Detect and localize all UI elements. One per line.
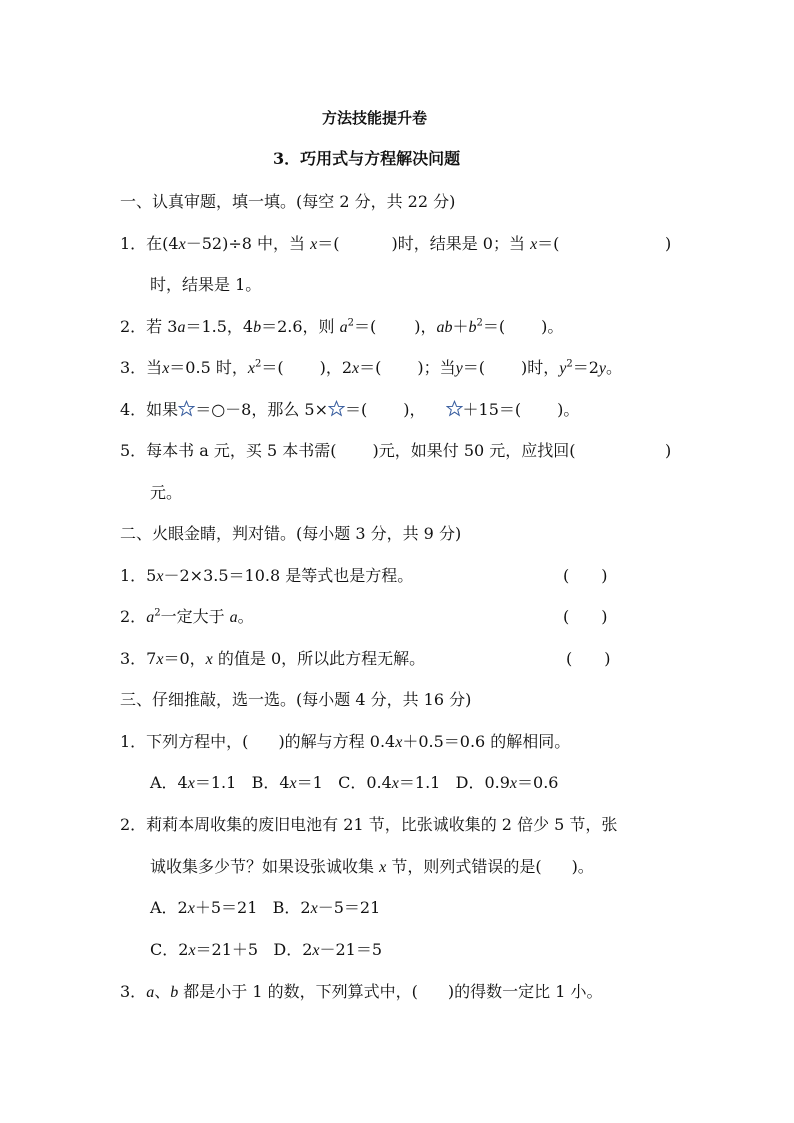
s1-q1-close-paren: ) <box>665 234 672 253</box>
judge-paren[interactable]: ( ) <box>563 566 608 585</box>
s1-q5-line2: 元。 <box>150 483 183 502</box>
s3-q1-options <box>150 773 558 794</box>
s3-q2-line2: 诚收集多少节？如果设张诚收集 x 节，则列式错误的是( )。 <box>150 857 594 876</box>
s3-q2-line1: 2．莉莉本周收集的废旧电池有 21 节，比张诚收集的 2 倍少 5 节，张 <box>120 815 618 834</box>
judge-paren[interactable]: ( ) <box>563 607 608 626</box>
option-b[interactable]: B．2x－5＝21 <box>272 898 381 917</box>
s2-q3: 3．7x＝0，x 的值是 0，所以此方程无解。 <box>120 649 426 668</box>
section-3-heading: 三、仔细推敲，选一选。(每小题 4 分，共 16 分) <box>120 690 472 709</box>
s1-q4: 4．如果 ＝○－8，那么 5× ＝( )， ＋15＝( )。 <box>120 400 580 419</box>
judge-paren[interactable]: ( ) <box>566 649 611 668</box>
s1-q1-line1: 1．在(4x－52)÷8 中，当 x＝( )时，结果是 0；当 x＝( <box>120 234 560 253</box>
star-icon <box>446 400 463 417</box>
s2-q2: 2．$a^2$一定大于 a。 <box>120 607 254 626</box>
s1-q2: 2．若 3a＝1.5，4b＝2.6，则 $a^2=$( )，$ab+b^2=$( )。 <box>120 317 564 336</box>
option-d[interactable]: D．2x－21＝5 <box>273 940 383 959</box>
section-2-heading: 二、火眼金睛，判对错。(每小题 3 分，共 9 分) <box>120 524 462 543</box>
s3-q3: 3．a、b 都是小于 1 的数，下列算式中，( )的得数一定比 1 小。 <box>120 982 603 1001</box>
option-d[interactable]: D．0.9x＝0.6 <box>455 773 559 792</box>
option-a[interactable]: A．4x＝1.1 <box>150 773 237 792</box>
section-1-heading: 一、认真审题，填一填。(每空 2 分，共 22 分) <box>120 192 456 211</box>
s3-q1: 1．下列方程中，( )的解与方程 0.4x＋0.5＝0.6 的解相同。 <box>120 732 571 751</box>
s1-q5-line1: 5．每本书 a 元，买 5 本书需( )元，如果付 50 元，应找回( <box>120 441 576 460</box>
s1-q5-close-paren: ) <box>665 441 672 460</box>
s2-q1: 1．5x－2×3.5＝10.8 是等式也是方程。 <box>120 566 414 585</box>
s3-q2-options-row2 <box>150 940 382 961</box>
star-icon <box>178 400 195 417</box>
page-subtitle: 3．巧用式与方程解决问题 <box>273 149 461 168</box>
option-a[interactable]: A．2x＋5＝21 <box>150 898 258 917</box>
option-b[interactable]: B．4x＝1 <box>251 773 323 792</box>
option-c[interactable]: C．2x＝21＋5 <box>150 940 259 959</box>
page-title: 方法技能提升卷 <box>322 109 428 127</box>
star-icon <box>328 400 345 417</box>
s1-q3: 3．当x＝0.5 时，$x^2=$( )，2x＝( )；当y＝( )时，$y^2=2y$。 <box>120 358 623 377</box>
s3-q2-options-row1 <box>150 898 380 919</box>
s1-q1-line2: 时，结果是 1。 <box>150 275 262 294</box>
option-c[interactable]: C．0.4x＝1.1 <box>338 773 441 792</box>
